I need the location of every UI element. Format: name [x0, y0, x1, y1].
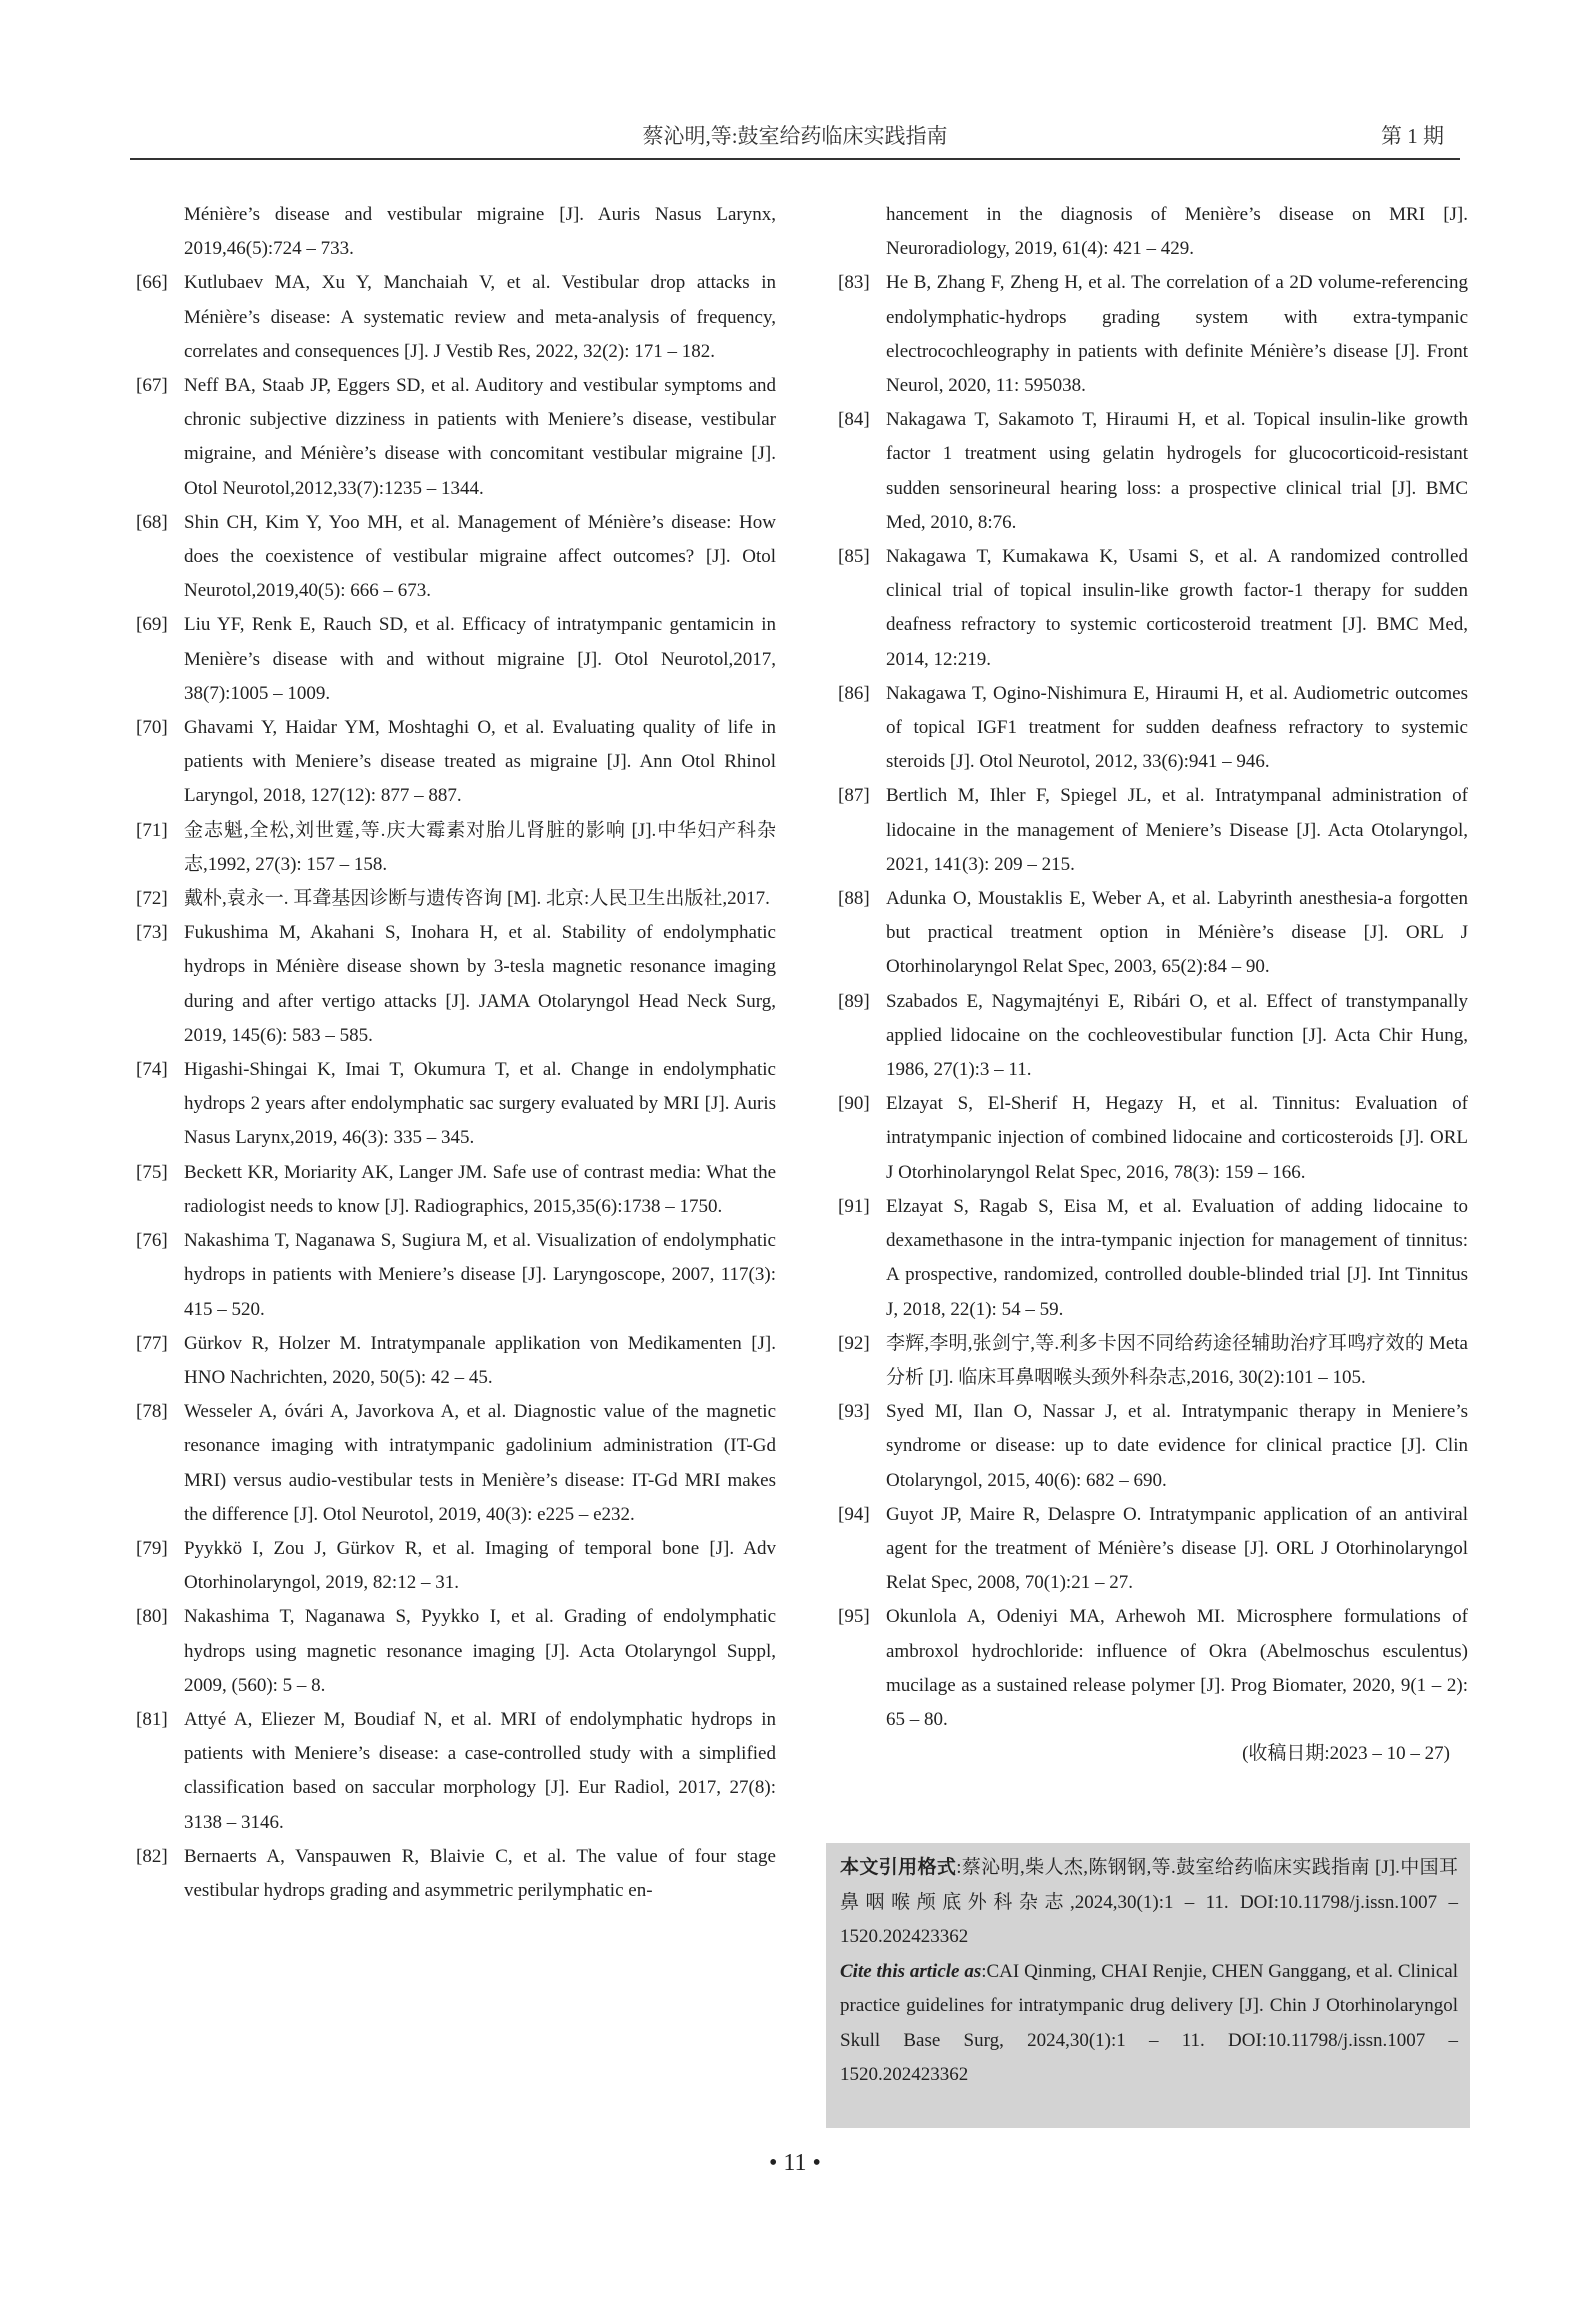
references-left-column [136, 198, 776, 1908]
reference-number: [82] [136, 1845, 168, 1867]
reference-number: [76] [136, 1230, 168, 1252]
reference-number: [93] [838, 1401, 870, 1423]
reference-item [838, 266, 1468, 403]
reference-item [136, 916, 776, 1053]
references-right-list [838, 198, 1468, 1737]
reference-number: [91] [838, 1195, 870, 1217]
citation-en [840, 1955, 1458, 2093]
citation-box [826, 1843, 1470, 2128]
reference-item [838, 1327, 1468, 1395]
reference-item [838, 779, 1468, 882]
reference-item [136, 1532, 776, 1600]
reference-text: Bertlich M, Ihler F, Spiegel JL, et al. Intratympanal administration of lidocaine in the management of Meniere’s Disease [J]. Acta Otolaryngol, 2021, 141(3): 209 – 215. [886, 785, 1468, 875]
received-date: (收稿日期:2023 – 10 – 27) [1242, 1743, 1450, 1765]
reference-text: Neff BA, Staab JP, Eggers SD, et al. Auditory and vestibular symptoms and chronic subjective dizziness in patients with Meniere’s disease, vestibular migraine, and Ménière’s disease with concomitant vestibular migraine [J]. Otol Neurotol,2012,33(7):1235 – 1344. [184, 375, 776, 499]
citation-zh [840, 1851, 1458, 1955]
reference-number: [85] [838, 546, 870, 568]
reference-item [136, 1156, 776, 1224]
reference-number: [87] [838, 785, 870, 807]
reference-number: [88] [838, 888, 870, 910]
reference-text: Beckett KR, Moriarity AK, Langer JM. Safe use of contrast media: What the radiologist needs to know [J]. Radiographics, 2015,35(6):1738 – 1750. [184, 1161, 776, 1217]
reference-text: Nakagawa T, Kumakawa K, Usami S, et al. A randomized controlled clinical trial of topical insulin-like growth factor-1 therapy for sudden deafness refractory to systemic corticosteroid treatment [J]. BMC Med, 2014, 12:219. [886, 546, 1468, 670]
citation-zh-label: 本文引用格式 [840, 1857, 957, 1878]
reference-text: Syed MI, Ilan O, Nassar J, et al. Intratympanic therapy in Meniere’s syndrome or disease: up to date evidence for clinical practice [J]. Clin Otolaryngol, 2015, 40(6): 682 – 690. [886, 1401, 1468, 1491]
reference-text: Liu YF, Renk E, Rauch SD, et al. Efficacy of intratympanic gentamicin in Menière’s disease with and without migraine [J]. Otol Neurotol,2017, 38(7):1005 – 1009. [184, 614, 776, 704]
citation-zh-text: :蔡沁明,柴人杰,陈钢钢,等.鼓室给药临床实践指南 [J].中国耳鼻咽喉颅底外科杂志,2024,30(1):1 – 11. DOI:10.11798/j.issn.1007 – 1520.202423362 [840, 1857, 1458, 1947]
reference-item [838, 882, 1468, 985]
reference-text: Szabados E, Nagymajtényi E, Ribári O, et al. Effect of transtympanally applied lidocaine on the cochleovestibular function [J]. Acta Chir Hung, 1986, 27(1):3 – 11. [886, 990, 1468, 1081]
reference-text: Adunka O, Moustaklis E, Weber A, et al. Labyrinth anesthesia-a forgotten but practical treatment option in Ménière’s disease [J]. ORL J Otorhinolaryngol Relat Spec, 2003, 65(2):84 – 90. [886, 888, 1468, 978]
reference-continuation [838, 198, 1468, 266]
reference-number: [81] [136, 1708, 168, 1730]
reference-item [136, 608, 776, 711]
reference-item [838, 985, 1468, 1088]
reference-text: Nakashima T, Naganawa S, Sugiura M, et al. Visualization of endolymphatic hydrops in patients with Meniere’s disease [J]. Laryngoscope, 2007, 117(3): 415 – 520. [184, 1230, 776, 1320]
reference-number: [89] [838, 990, 870, 1012]
reference-item [136, 1840, 776, 1908]
reference-number: [90] [838, 1093, 870, 1115]
reference-item [838, 677, 1468, 780]
reference-text: He B, Zhang F, Zheng H, et al. The correlation of a 2D volume-referencing endolymphatic-hydrops grading system with extra-tympanic electrocochleography in patients with definite Ménière’s disease [J]. Front Neurol, 2020, 11: 595038. [886, 272, 1468, 397]
reference-text: hancement in the diagnosis of Menière’s disease on MRI [J]. Neuroradiology, 2019, 61(4): 421 – 429. [886, 204, 1468, 260]
reference-item [136, 1395, 776, 1532]
citation-en-label: Cite this article as [840, 1960, 982, 1982]
reference-item [136, 711, 776, 814]
reference-item [136, 882, 776, 916]
reference-text: Bernaerts A, Vanspauwen R, Blaivie C, et al. The value of four stage vestibular hydrops grading and asymmetric perilymphatic en- [184, 1845, 776, 1901]
reference-text: Shin CH, Kim Y, Yoo MH, et al. Management of Ménière’s disease: How does the coexistence of vestibular migraine affect outcomes? [J]. Otol Neurotol,2019,40(5): 666 – 673. [184, 511, 776, 602]
reference-number: [95] [838, 1606, 870, 1628]
reference-text: 李辉,李明,张剑宁,等.利多卡因不同给药途径辅助治疗耳鸣疗效的 Meta 分析 [J]. 临床耳鼻咽喉头颈外科杂志,2016, 30(2):101 – 105. [886, 1332, 1468, 1388]
reference-item [136, 369, 776, 506]
reference-number: [73] [136, 922, 168, 944]
reference-text: Nakagawa T, Sakamoto T, Hiraumi H, et al. Topical insulin-like growth factor 1 treatment using gelatin hydrogels for glucocorticoid-resistant sudden sensorineural hearing loss: a prospective clinical trial [J]. BMC Med, 2010, 8:76. [886, 409, 1468, 533]
reference-text: 金志魁,全松,刘世霆,等.庆大霉素对胎儿肾脏的影响 [J].中华妇产科杂志,1992, 27(3): 157 – 158. [184, 819, 776, 875]
reference-text: Pyykkö I, Zou J, Gürkov R, et al. Imaging of temporal bone [J]. Adv Otorhinolaryngol, 2019, 82:12 – 31. [184, 1537, 776, 1594]
reference-text: Wesseler A, óvári A, Javorkova A, et al. Diagnostic value of the magnetic resonance imaging with intratympanic gadolinium administration (IT-Gd MRI) versus audio-vestibular tests in Menière’s disease: IT-Gd MRI makes the difference [J]. Otol Neurotol, 2019, 40(3): e225 – e232. [184, 1401, 776, 1525]
reference-text: Nakashima T, Naganawa S, Pyykko I, et al. Grading of endolymphatic hydrops using magnetic resonance imaging [J]. Acta Otolaryngol Suppl, 2009, (560): 5 – 8. [184, 1606, 776, 1696]
reference-text: Ménière’s disease and vestibular migraine [J]. Auris Nasus Larynx, 2019,46(5):724 – 733. [184, 204, 776, 260]
reference-number: [80] [136, 1606, 168, 1628]
reference-text: Ghavami Y, Haidar YM, Moshtaghi O, et al. Evaluating quality of life in patients with Meniere’s disease treated as migraine [J]. Ann Otol Rhinol Laryngol, 2018, 127(12): 877 – 887. [184, 717, 776, 807]
reference-text: Nakagawa T, Ogino-Nishimura E, Hiraumi H, et al. Audiometric outcomes of topical IGF1 treatment for sudden deafness refractory to systemic steroids [J]. Otol Neurotol, 2012, 33(6):941 – 946. [886, 682, 1468, 773]
reference-number: [75] [136, 1161, 168, 1183]
reference-number: [74] [136, 1059, 168, 1081]
reference-item [136, 1224, 776, 1327]
reference-text: Elzayat S, El-Sherif H, Hegazy H, et al. Tinnitus: Evaluation of intratympanic injection of combined lidocaine and corticosteroids [J]. ORL J Otorhinolaryngol Relat Spec, 2016, 78(3): 159 – 166. [886, 1093, 1468, 1183]
reference-text: Higashi-Shingai K, Imai T, Okumura T, et al. Change in endolymphatic hydrops 2 years after endolymphatic sac surgery evaluated by MRI [J]. Auris Nasus Larynx,2019, 46(3): 335 – 345. [184, 1059, 776, 1149]
reference-number: [72] [136, 888, 168, 910]
reference-number: [86] [838, 682, 870, 704]
reference-number: [77] [136, 1332, 168, 1354]
citation-en-text: :CAI Qinming, CHAI Renjie, CHEN Ganggang, et al. Clinical practice guidelines for intratympanic drug delivery [J]. Chin J Otorhinolaryngol Skull Base Surg, 2024,30(1):1 – 11. DOI:10.11798/j.issn.1007 – 1520.202423362 [840, 1960, 1458, 2085]
reference-item [136, 814, 776, 882]
reference-item [136, 1703, 776, 1840]
reference-number: [70] [136, 717, 168, 739]
reference-number: [71] [136, 819, 168, 841]
reference-item [838, 1600, 1468, 1737]
reference-item [838, 1190, 1468, 1327]
reference-text: Guyot JP, Maire R, Delaspre O. Intratympanic application of an antiviral agent for the treatment of Ménière’s disease [J]. ORL J Otorhinolaryngol Relat Spec, 2008, 70(1):21 – 27. [886, 1503, 1468, 1594]
reference-item [136, 1327, 776, 1395]
reference-item [136, 1053, 776, 1156]
reference-number: [67] [136, 375, 168, 397]
reference-text: Okunlola A, Odeniyi MA, Arhewoh MI. Microsphere formulations of ambroxol hydrochloride: influence of Okra (Abelmoschus esculentus) mucilage as a sustained release polymer [J]. Prog Biomater, 2020, 9(1 – 2): 65 – 80. [886, 1606, 1468, 1730]
reference-text: 戴朴,袁永一. 耳聋基因诊断与遗传咨询 [M]. 北京:人民卫生出版社,2017. [184, 888, 770, 910]
references-right-column [838, 198, 1468, 1771]
reference-text: Gürkov R, Holzer M. Intratympanale applikation von Medikamenten [J]. HNO Nachrichten, 2020, 50(5): 42 – 45. [184, 1332, 776, 1388]
running-header [130, 118, 1460, 160]
reference-number: [79] [136, 1537, 168, 1559]
reference-item [838, 540, 1468, 677]
reference-number: [78] [136, 1401, 168, 1423]
reference-number: [94] [838, 1503, 870, 1525]
reference-item [838, 1395, 1468, 1498]
reference-number: [69] [136, 614, 168, 636]
reference-item [838, 1498, 1468, 1601]
running-header-title: 蔡沁明,等:鼓室给药临床实践指南 [642, 124, 948, 148]
reference-item [838, 403, 1468, 540]
reference-number: [83] [838, 272, 870, 294]
reference-text: Fukushima M, Akahani S, Inohara H, et al. Stability of endolymphatic hydrops in Ménière disease shown by 3-tesla magnetic resonance imaging during and after vertigo attacks [J]. JAMA Otolaryngol Head Neck Surg, 2019, 145(6): 583 – 585. [184, 922, 776, 1046]
reference-text: Elzayat S, Ragab S, Eisa M, et al. Evaluation of adding lidocaine to dexamethasone in the intra-tympanic injection for management of tinnitus: A prospective, randomized, controlled double-blinded trial [J]. Int Tinnitus J, 2018, 22(1): 54 – 59. [886, 1195, 1468, 1320]
reference-item [136, 266, 776, 369]
reference-number: [66] [136, 272, 168, 294]
reference-number: [92] [838, 1332, 870, 1354]
reference-item [838, 1087, 1468, 1190]
reference-text: Kutlubaev MA, Xu Y, Manchaiah V, et al. Vestibular drop attacks in Ménière’s disease: A systematic review and meta-analysis of frequency, correlates and consequences [J]. J Vestib Res, 2022, 32(2): 171 – 182. [184, 272, 776, 362]
reference-text: Attyé A, Eliezer M, Boudiaf N, et al. MRI of endolymphatic hydrops in patients with Meniere’s disease: a case-controlled study with a simplified classification based on saccular morphology [J]. Eur Radiol, 2017, 27(8): 3138 – 3146. [184, 1708, 776, 1833]
reference-item [136, 1600, 776, 1703]
reference-continuation [136, 198, 776, 266]
issue-number: 第 1 期 [1381, 124, 1444, 148]
reference-item [136, 506, 776, 609]
reference-number: [68] [136, 511, 168, 533]
page-number: • 11 • [769, 2150, 821, 2176]
reference-number: [84] [838, 409, 870, 431]
